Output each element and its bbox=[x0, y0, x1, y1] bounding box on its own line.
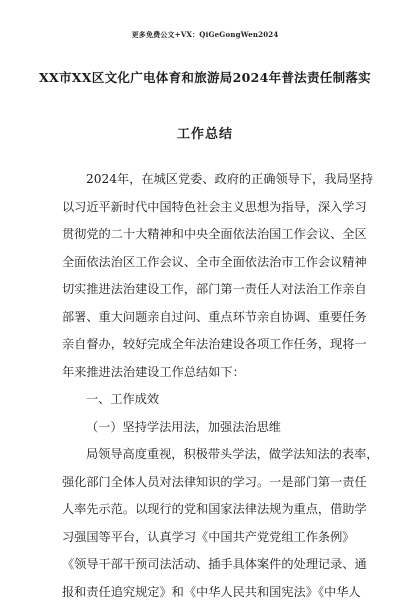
header-note: 更多免费公文+VX：QiGeGongWen2024 bbox=[0, 30, 410, 40]
document-body bbox=[62, 166, 362, 606]
paragraph-line: 年来推进法治建设工作总结如下： bbox=[62, 359, 362, 387]
paragraph-line: 以习近平新时代中国特色社会主义思想为指导，深入学习 bbox=[62, 194, 362, 222]
paragraph-line: 亲自督办，较好完成全年法治建设各项工作任务，现将一 bbox=[62, 331, 362, 359]
document-title: XX市XX区文化广电体育和旅游局2024年普法责任制落实 bbox=[30, 68, 380, 86]
intro-paragraph bbox=[62, 166, 362, 386]
paragraph-line: 贯彻党的二十大精神和中央全面依法治国工作会议、全区 bbox=[62, 221, 362, 249]
paragraph-line: 切实推进法治建设工作，部门第一责任人对法治工作亲自 bbox=[62, 276, 362, 304]
paragraph-line: 《领导干部干预司法活动、插手具体案件的处理记录、通 bbox=[62, 551, 362, 579]
paragraph-line: 局领导高度重视，积极带头学法，做学法知法的表率， bbox=[62, 441, 362, 469]
paragraph-line: 部署、重大问题亲自过问、重点环节亲自协调、重要任务 bbox=[62, 304, 362, 332]
paragraph-line: 强化部门全体人员对法律知识的学习。一是部门第一责任 bbox=[62, 469, 362, 497]
subsection-paragraph bbox=[62, 441, 362, 606]
document-subtitle: 工作总结 bbox=[0, 123, 410, 142]
paragraph-line: 人率先示范。以现行的党和国家法律法规为重点，借助学 bbox=[62, 496, 362, 524]
paragraph-line: 2024年，在城区党委、政府的正确领导下，我局坚持 bbox=[62, 166, 362, 194]
paragraph-line: 报和责任追究规定》和《中华人民共和国宪法》《中华人 bbox=[62, 579, 362, 606]
paragraph-line: 全面依法治区工作会议、全市全面依法治市工作会议精神 bbox=[62, 249, 362, 277]
section-heading: 一、工作成效 bbox=[62, 386, 362, 414]
subsection-heading: （一）坚持学法用法，加强法治思维 bbox=[62, 414, 362, 442]
paragraph-line: 习强国等平台，认真学习《中国共产党党组工作条例》 bbox=[62, 524, 362, 552]
